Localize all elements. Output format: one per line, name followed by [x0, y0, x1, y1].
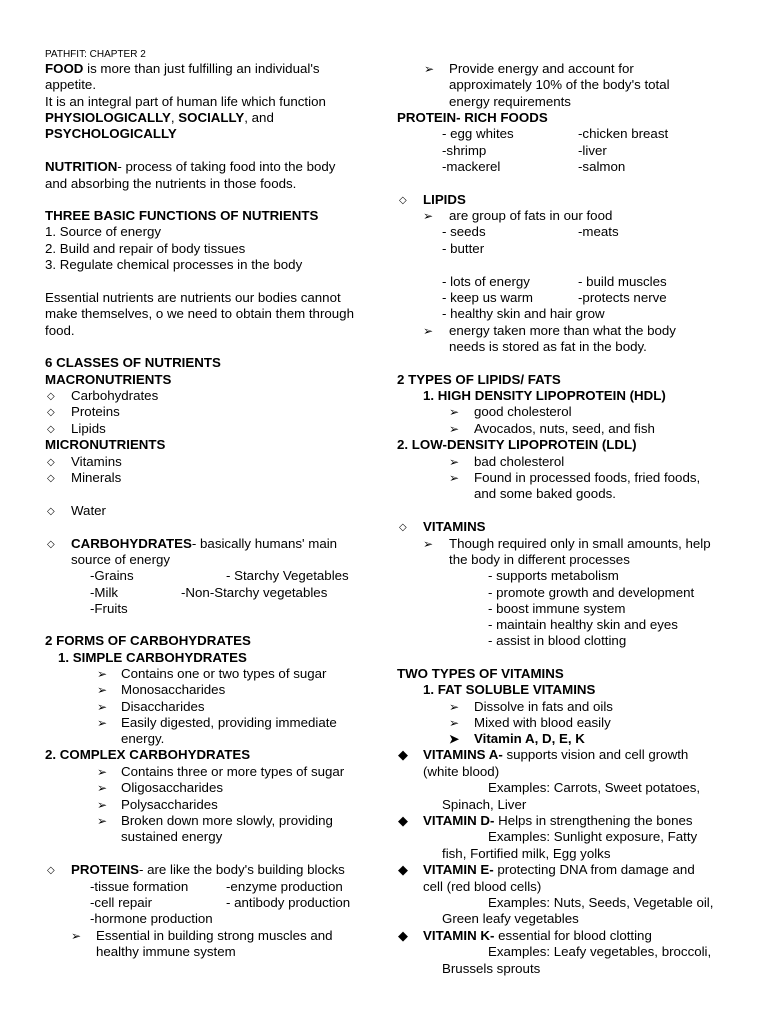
simple-carb-item-cont: energy. [121, 731, 165, 746]
hdl-item: good cholesterol [474, 404, 572, 419]
diamond-outline-icon: ◇ [399, 195, 407, 206]
lipid-food-item: - seeds [442, 224, 486, 239]
arrow-bullet-icon: ➢ [449, 700, 460, 714]
arrow-bullet-icon: ➢ [424, 62, 435, 76]
macro-item: Proteins [71, 404, 120, 419]
simple-carb-item: Monosaccharides [121, 682, 226, 697]
arrow-bullet-icon: ➢ [97, 798, 108, 812]
protein-energy-line2: approximately 10% of the body's total [449, 77, 670, 92]
lipid-function-item: -protects nerve [578, 290, 667, 305]
diamond-outline-icon: ◇ [47, 391, 55, 402]
essential-nutrients-line3: food. [45, 323, 75, 338]
macro-item: Lipids [71, 421, 106, 436]
protein-food-item: -shrimp [442, 143, 487, 158]
arrow-bullet-icon: ➢ [97, 781, 108, 795]
complex-carb-item: Polysaccharides [121, 797, 218, 812]
vitamin-a-line2: (white blood) [423, 764, 500, 779]
food-term: FOOD [45, 61, 84, 76]
diamond-filled-icon: ◆ [398, 813, 408, 828]
six-classes-heading: 6 CLASSES OF NUTRIENTS [45, 355, 221, 370]
arrow-bullet-icon: ➢ [449, 716, 460, 730]
vitamin-k-examples-cont: Brussels sprouts [442, 961, 541, 976]
arrow-bullet-icon: ➢ [449, 422, 460, 436]
fat-soluble-item: Vitamin A, D, E, K [474, 731, 585, 746]
ldl-heading: 2. LOW-DENSITY LIPOPROTEIN (LDL) [397, 437, 637, 452]
complex-carb-item: Oligosaccharides [121, 780, 223, 795]
arrow-bullet-icon: ➢ [97, 716, 108, 730]
protein-bullet-cont: healthy immune system [96, 944, 236, 959]
diamond-outline-icon: ◇ [399, 522, 407, 533]
function-item: 1. Source of energy [45, 224, 162, 239]
arrow-bullet-icon: ➢ [71, 929, 82, 943]
diamond-outline-icon: ◇ [47, 457, 55, 468]
food-intro-line1: FOOD is more than just fulfilling an individual's [45, 61, 320, 76]
vitamin-function-item: - assist in blood clotting [488, 633, 627, 648]
arrow-bullet-icon: ➤ [449, 732, 460, 746]
two-forms-heading: 2 FORMS OF CARBOHYDRATES [45, 633, 251, 648]
vitamin-e-line: VITAMIN E- protecting DNA from damage and [423, 862, 695, 877]
arrow-bullet-icon: ➢ [449, 455, 460, 469]
vitamin-a-examples-cont: Spinach, Liver [442, 797, 527, 812]
hdl-heading: 1. HIGH DENSITY LIPOPROTEIN (HDL) [423, 388, 666, 403]
carb-food-item: -Fruits [90, 601, 128, 616]
vitamins-definition-line1: Though required only in small amounts, help [449, 536, 711, 551]
protein-use-item: -hormone production [90, 911, 213, 926]
lipid-function-item: - keep us warm [442, 290, 533, 305]
vitamin-d-examples-cont: fish, Fortified milk, Egg yolks [442, 846, 611, 861]
lipid-function-item: - build muscles [578, 274, 667, 289]
fat-soluble-heading: 1. FAT SOLUBLE VITAMINS [423, 682, 596, 697]
food-intro-line3: It is an integral part of human life which function [45, 94, 326, 109]
nutrition-definition-line1: NUTRITION- process of taking food into the body [45, 159, 336, 174]
lipid-storage-line1: energy taken more than what the body [449, 323, 676, 338]
carb-food-item: -Grains [90, 568, 134, 583]
lipids-heading: LIPIDS [423, 192, 466, 207]
protein-rich-heading: PROTEIN- RICH FOODS [397, 110, 548, 125]
function-item: 2. Build and repair of body tissues [45, 241, 246, 256]
fat-soluble-item: Dissolve in fats and oils [474, 699, 613, 714]
protein-food-item: -chicken breast [578, 126, 669, 141]
arrow-bullet-icon: ➢ [97, 700, 108, 714]
protein-energy-line3: energy requirements [449, 94, 571, 109]
protein-use-item: -tissue formation [90, 879, 189, 894]
protein-energy-line1: Provide energy and account for [449, 61, 634, 76]
diamond-filled-icon: ◆ [398, 862, 408, 877]
macro-item: Carbohydrates [71, 388, 159, 403]
arrow-bullet-icon: ➢ [97, 814, 108, 828]
psychologically-term: PSYCHOLOGICALLY [45, 126, 177, 141]
vitamins-definition-line2: the body in different processes [449, 552, 630, 567]
fat-soluble-item: Mixed with blood easily [474, 715, 611, 730]
ldl-item: Found in processed foods, fried foods, [474, 470, 701, 485]
vitamin-function-item: - boost immune system [488, 601, 626, 616]
vitamin-e-examples-cont: Green leafy vegetables [442, 911, 579, 926]
protein-food-item: -mackerel [442, 159, 501, 174]
diamond-outline-icon: ◇ [47, 473, 55, 484]
carb-food-item: - Starchy Vegetables [226, 568, 349, 583]
diamond-outline-icon: ◇ [47, 506, 55, 517]
macronutrients-heading: MACRONUTRIENTS [45, 372, 172, 387]
diamond-filled-icon: ◆ [398, 747, 408, 762]
arrow-bullet-icon: ➢ [449, 405, 460, 419]
arrow-bullet-icon: ➢ [423, 537, 434, 551]
nutrition-definition-line2: and absorbing the nutrients in those foods. [45, 176, 297, 191]
complex-carb-item-cont: sustained energy [121, 829, 223, 844]
complex-carb-item: Broken down more slowly, providing [121, 813, 333, 828]
vitamin-a-examples: Examples: Carrots, Sweet potatoes, [488, 780, 701, 795]
lipid-function-item: - lots of energy [442, 274, 530, 289]
vitamin-function-item: - promote growth and development [488, 585, 695, 600]
arrow-bullet-icon: ➢ [97, 667, 108, 681]
vitamin-a-line: VITAMINS A- supports vision and cell growth [423, 747, 689, 762]
micro-item: Vitamins [71, 454, 122, 469]
two-vitamins-heading: TWO TYPES OF VITAMINS [397, 666, 564, 681]
two-lipids-heading: 2 TYPES OF LIPIDS/ FATS [397, 372, 561, 387]
ldl-item: bad cholesterol [474, 454, 565, 469]
vitamins-heading: VITAMINS [423, 519, 486, 534]
simple-carb-item: Easily digested, providing immediate [121, 715, 337, 730]
protein-food-item: -liver [578, 143, 607, 158]
lipid-food-item: -meats [578, 224, 619, 239]
lipids-definition: are group of fats in our food [449, 208, 613, 223]
protein-use-item: -cell repair [90, 895, 153, 910]
lipid-function-item: - healthy skin and hair grow [442, 306, 605, 321]
carbohydrates-definition: CARBOHYDRATES- basically humans' main [71, 536, 338, 551]
simple-carb-item: Disaccharides [121, 699, 205, 714]
protein-food-item: - egg whites [442, 126, 514, 141]
protein-food-item: -salmon [578, 159, 626, 174]
protein-use-item: - antibody production [226, 895, 351, 910]
vitamin-e-examples: Examples: Nuts, Seeds, Vegetable oil, [488, 895, 714, 910]
document-header: PATHFIT: CHAPTER 2 [45, 49, 146, 60]
vitamin-d-examples: Examples: Sunlight exposure, Fatty [488, 829, 698, 844]
arrow-bullet-icon: ➢ [97, 683, 108, 697]
diamond-outline-icon: ◇ [47, 539, 55, 550]
diamond-outline-icon: ◇ [47, 424, 55, 435]
arrow-bullet-icon: ➢ [423, 209, 434, 223]
hdl-item: Avocados, nuts, seed, and fish [474, 421, 655, 436]
diamond-filled-icon: ◆ [398, 928, 408, 943]
vitamin-function-item: - maintain healthy skin and eyes [488, 617, 678, 632]
proteins-definition: PROTEINS- are like the body's building blocks [71, 862, 345, 877]
vitamin-k-examples: Examples: Leafy vegetables, broccoli, [488, 944, 712, 959]
carb-food-item: -Non-Starchy vegetables [181, 585, 328, 600]
ldl-item-cont: and some baked goods. [474, 486, 616, 501]
complex-carb-item: Contains three or more types of sugar [121, 764, 345, 779]
essential-nutrients-line1: Essential nutrients are nutrients our bodies cannot [45, 290, 341, 305]
arrow-bullet-icon: ➢ [423, 324, 434, 338]
food-intro-line2: appetite. [45, 77, 97, 92]
simple-carb-item: Contains one or two types of sugar [121, 666, 327, 681]
three-functions-heading: THREE BASIC FUNCTIONS OF NUTRIENTS [45, 208, 319, 223]
simple-carbs-heading: 1. SIMPLE CARBOHYDRATES [58, 650, 247, 665]
micro-item: Minerals [71, 470, 122, 485]
lipid-storage-line2: needs is stored as fat in the body. [449, 339, 647, 354]
diamond-outline-icon: ◇ [47, 407, 55, 418]
essential-nutrients-line2: make themselves, o we need to obtain them through [45, 306, 354, 321]
diamond-outline-icon: ◇ [47, 865, 55, 876]
vitamin-e-line2: cell (red blood cells) [423, 879, 542, 894]
vitamin-function-item: - supports metabolism [488, 568, 619, 583]
complex-carbs-heading: 2. COMPLEX CARBOHYDRATES [45, 747, 251, 762]
function-item: 3. Regulate chemical processes in the body [45, 257, 303, 272]
vitamin-d-line: VITAMIN D- Helps in strengthening the bones [423, 813, 693, 828]
protein-use-item: -enzyme production [226, 879, 343, 894]
carb-food-item: -Milk [90, 585, 119, 600]
vitamin-k-line: VITAMIN K- essential for blood clotting [423, 928, 652, 943]
arrow-bullet-icon: ➢ [97, 765, 108, 779]
water-item: Water [71, 503, 106, 518]
carbohydrates-definition-line2: source of energy [71, 552, 171, 567]
arrow-bullet-icon: ➢ [449, 471, 460, 485]
micronutrients-heading: MICRONUTRIENTS [45, 437, 166, 452]
food-functions-line: PHYSIOLOGICALLY, SOCIALLY, and [45, 110, 274, 125]
lipid-food-item: - butter [442, 241, 485, 256]
protein-bullet: Essential in building strong muscles and [96, 928, 333, 943]
